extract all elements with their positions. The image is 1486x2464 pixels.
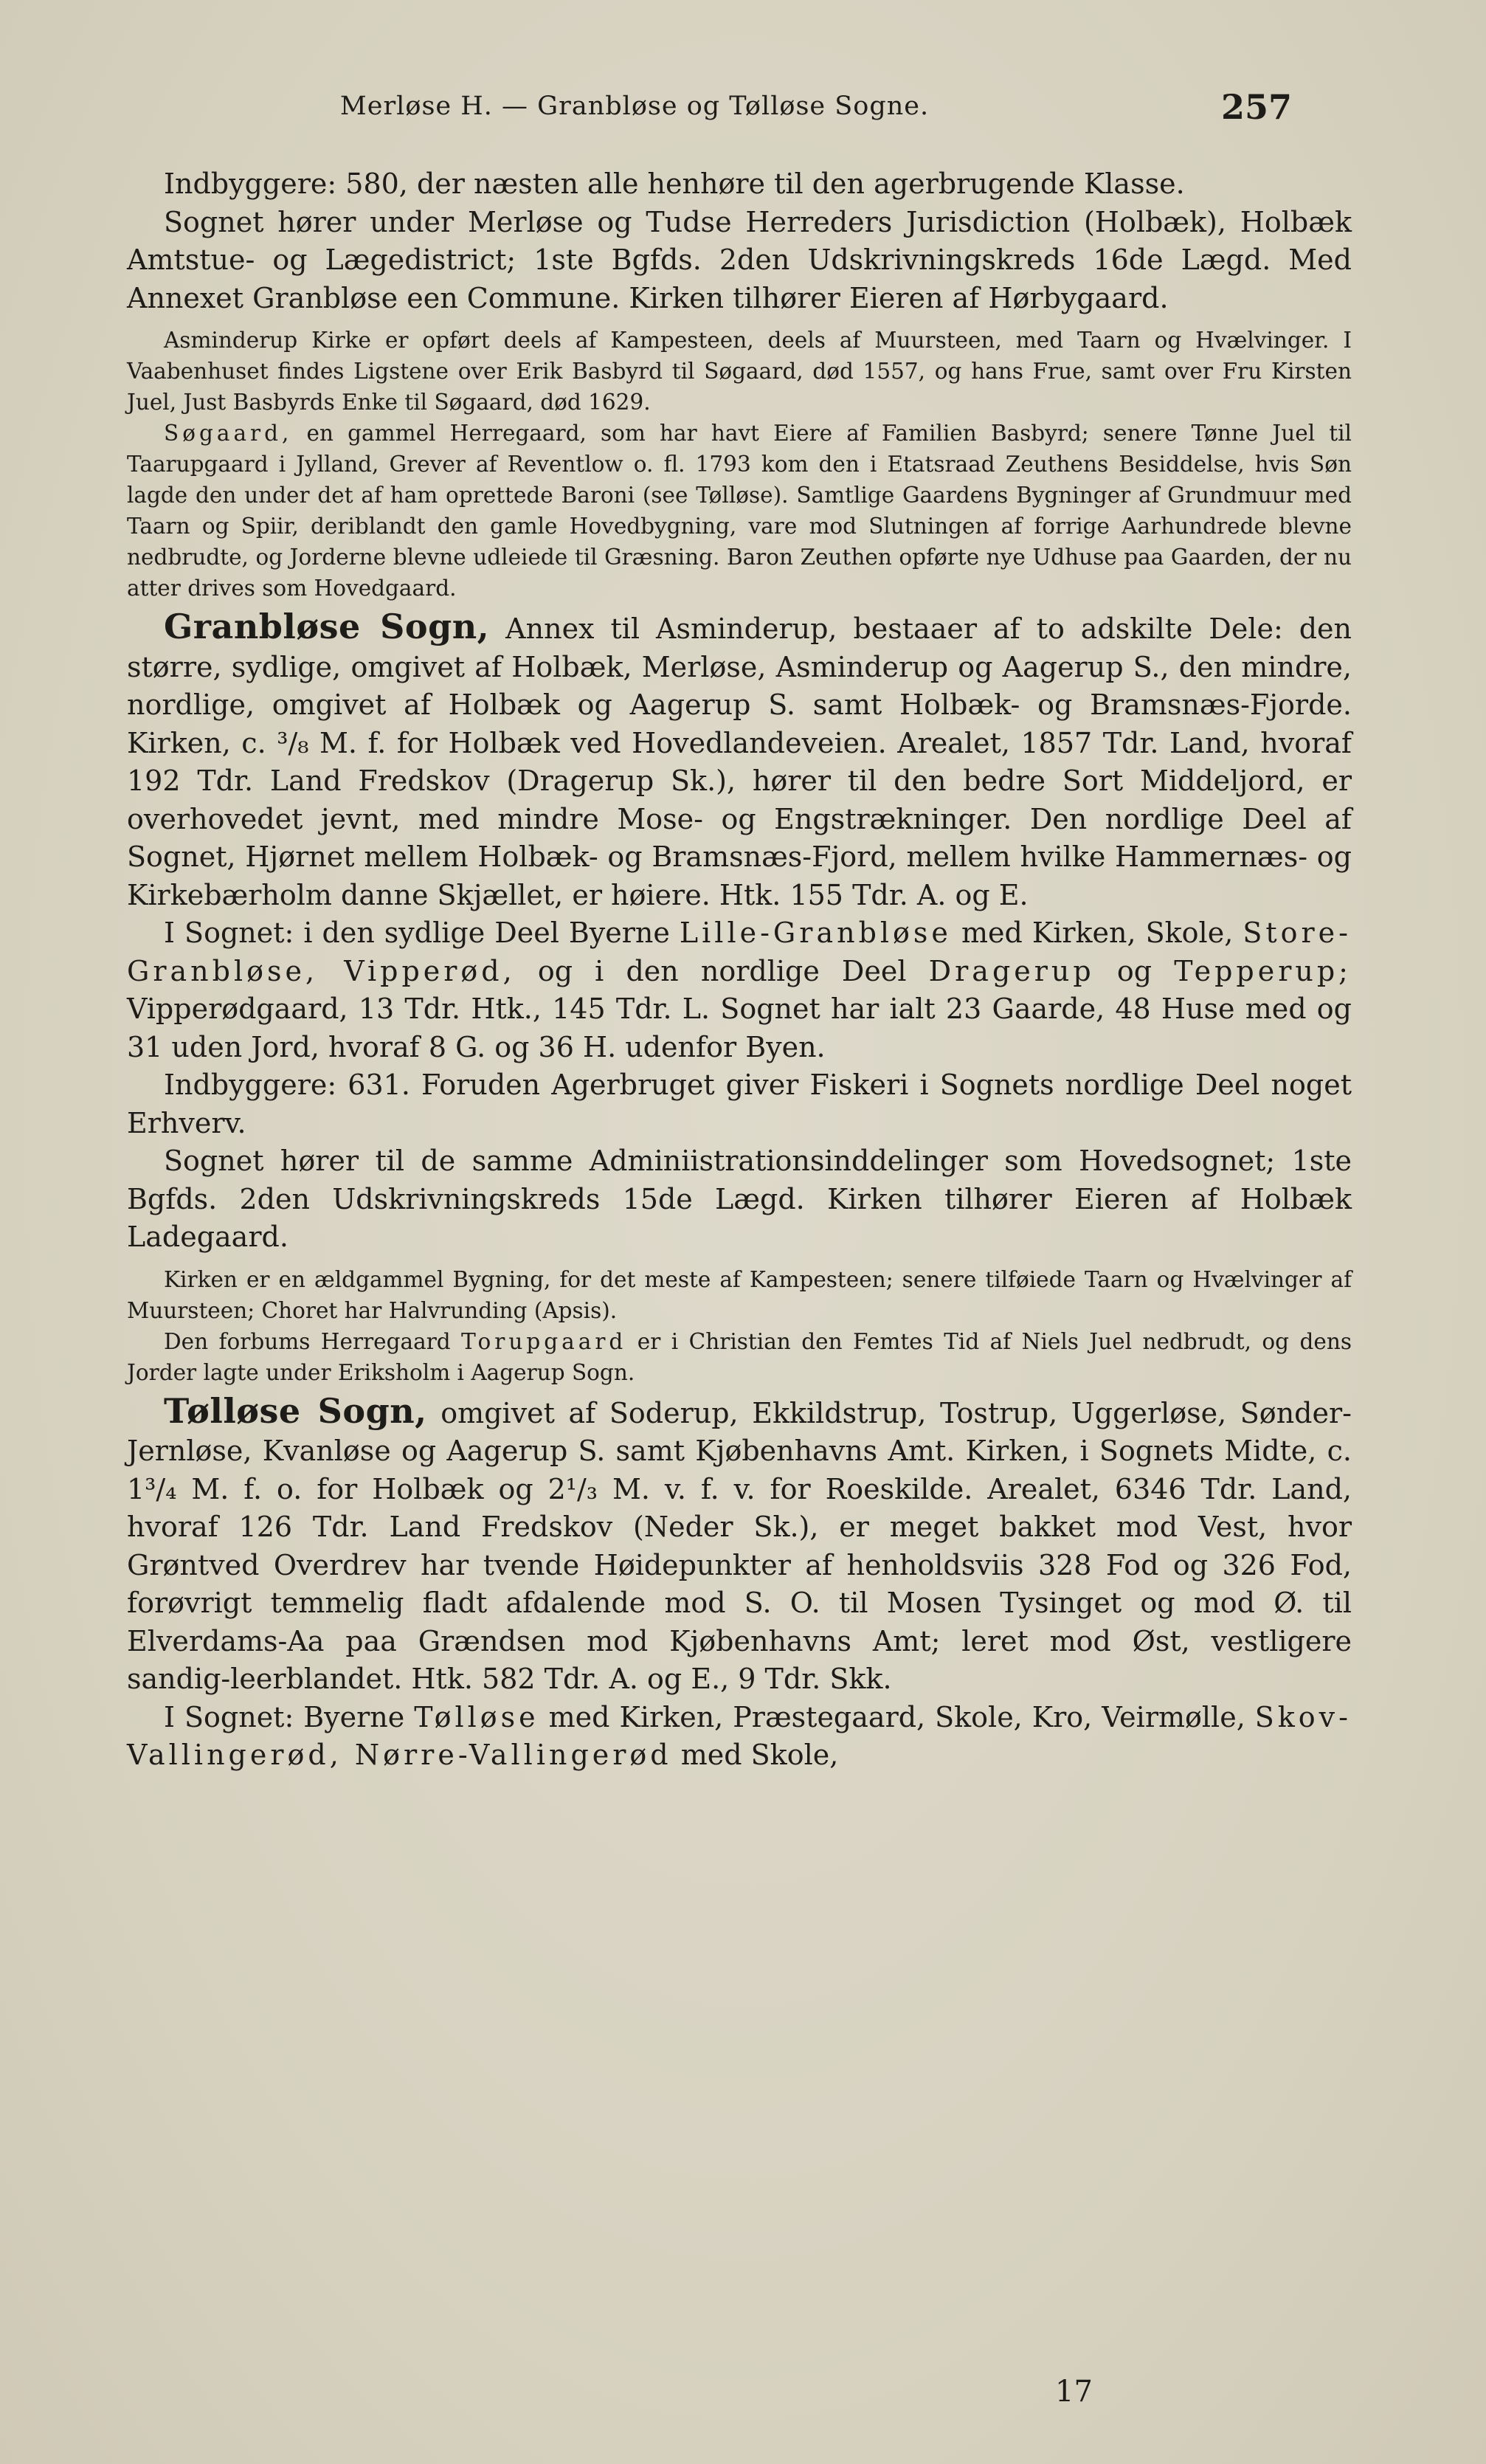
paragraph-jurisdiction-asminderup: Sognet hører under Merløse og Tudse Herreders Jurisdiction (Holbæk), Holbæk Amtstue- og Lægedistrict; 1ste Bgfds. 2den Udskrivningskreds 16de Lægd. Med Annexet Granbløse een Commune. Kirken tilhører Eieren af Hørbygaard. xyxy=(127,205,1352,314)
paragraph-toelloese-intro xyxy=(127,1390,1352,1699)
page-header xyxy=(0,87,1486,131)
toelloese-text: omgivet af Soderup, Ekkildstrup, Tostrup, Uggerløse, Sønder-Jernløse, Kvanløse og Aagerup S. samt Kjøbenhavns Amt. Kirken, i Sognets Midte, c. 1³/₄ M. f. o. for Holbæk og 2¹/₃ M. v. f. v. for Roeskilde. Arealet, 6346 Tdr. Land, hvoraf 126 Tdr. Land Fredskov (Neder Sk.), er meget bakket mod Vest, hvor Grøntved Overdrev har tvende Høidepunkter af henholdsviis 328 Fod og 326 Fod, forøvrigt temmelig fladt afdalende mod S. O. til Mosen Tysinget og mod Ø. til Elverdams-Aa paa Grændsen mod Kjøbenhavns Amt; leret mod Øst, vestligere sandig-leerblandet. Htk. 582 Tdr. A. og E., 9 Tdr. Skk. xyxy=(127,1396,1352,1695)
text-run: og xyxy=(1094,954,1175,987)
text-run: I Sognet: Byerne xyxy=(164,1700,415,1733)
soegaard-text: en gammel Herregaard, som har havt Eiere af Familien Basbyrd; senere Tønne Juel til Taarupgaard i Jylland, Grever af Reventlow o. fl. 1793 kom den i Etatsraad Zeuthens Besiddelse, hvis Søn lagde den under det af ham oprettede Baroni (see Tølløse). Samtlige Gaardens Bygninger af Grundmuur med Taarn og Spiir, deriblandt den gamle Hovedbygning, vare mod Slutningen af forrige Aarhundrede blevne nedbrudte, og Jorderne blevne udleiede til Græsning. Baron Zeuthen opførte nye Udhuse paa Gaarden, der nu atter drives som Hovedgaard. xyxy=(127,421,1352,601)
village-name: Lille-Granbløse xyxy=(679,917,952,949)
paragraph-granbloese-intro xyxy=(127,608,1352,914)
text-run: er i Christian den Femtes Tid af Niels Juel nedbrudt, og dens Jorder lagte under Eriksholm i Aagerup Sogn. xyxy=(127,1328,1352,1385)
toelloese-heading: Tølløse Sogn, xyxy=(164,1390,427,1431)
text-run: og i den nordlige Deel xyxy=(515,954,929,987)
running-title: Merløse H. — Granbløse og Tølløse Sogne. xyxy=(339,92,930,121)
estate-name: Vipperødgaard, xyxy=(127,993,348,1025)
paragraph-granbloese-population: Indbyggere: 631. Foruden Agerbruget giver Fiskeri i Sognets nordlige Deel noget Erhverv. xyxy=(127,1069,1352,1139)
village-name: Skov-Vallingerød, Nørre-Vallingerød xyxy=(127,1700,1352,1771)
note-torupgaard xyxy=(127,1326,1352,1388)
paragraph-toelloese-villages xyxy=(127,1699,1352,1775)
text-run: med Kirken, Skole, xyxy=(951,917,1243,949)
body-text xyxy=(127,165,1352,1775)
estate-name: Torupgaard xyxy=(461,1328,627,1354)
village-name: Tølløse xyxy=(414,1700,539,1733)
village-name: Store-Granbløse, Vipperød, xyxy=(127,917,1352,987)
text-run: 13 Tdr. Htk., 145 Tdr. L. Sognet har ialt 23 Gaarde, 48 Huse med og 31 uden Jord, hvoraf 8 G. og 36 H. udenfor Byen. xyxy=(127,993,1352,1063)
note-soegaard xyxy=(127,418,1352,604)
text-run: med Skole, xyxy=(671,1739,839,1771)
signature-number: 17 xyxy=(1055,2375,1093,2409)
text-run: I Sognet: i den sydlige Deel Byerne xyxy=(164,917,680,949)
soegaard-name: Søgaard, xyxy=(164,421,293,446)
paragraph-granbloese-villages xyxy=(127,914,1352,1066)
page-number: 257 xyxy=(1221,87,1293,127)
text-run: med Kirken, Præstegaard, Skole, Kro, Veirmølle, xyxy=(539,1700,1255,1733)
village-name: Tepperup; xyxy=(1174,954,1352,987)
granbloese-heading: Granbløse Sogn, xyxy=(164,607,490,646)
paragraph-granbloese-administration: Sognet hører til de samme Adminiistrationsinddelinger som Hovedsognet; 1ste Bgfds. 2den Udskrivningskreds 15de Lægd. Kirken tilhører Eieren af Holbæk Ladegaard. xyxy=(127,1145,1352,1253)
text-run: Den forbums Herregaard xyxy=(164,1328,462,1354)
paragraph-population-asminderup: Indbyggere: 580, der næsten alle henhøre til den agerbrugende Klasse. xyxy=(164,168,1185,200)
note-granbloese-church: Kirken er en ældgammel Bygning, for det meste af Kampesteen; senere tilføiede Taarn og Hvælvinger af Muursteen; Choret har Halvrunding (Apsis). xyxy=(127,1266,1352,1323)
note-asminderup-church: Asminderup Kirke er opført deels af Kampesteen, deels af Muursteen, med Taarn og Hvælvinger. I Vaabenhuset findes Ligstene over Erik Basbyrd til Søgaard, død 1557, og hans Frue, samt over Fru Kirsten Juel, Just Basbyrds Enke til Søgaard, død 1629. xyxy=(127,328,1352,415)
granbloese-text: Annex til Asminderup, bestaaer af to adskilte Dele: den større, sydlige, omgivet af Holbæk, Merløse, Asminderup og Aagerup S., den mindre, nordlige, omgivet af Holbæk og Aagerup S. samt Holbæk- og Bramsnæs-Fjorde. Kirken, c. ³/₈ M. f. for Holbæk ved Hovedlandeveien. Arealet, 1857 Tdr. Land, hvoraf 192 Tdr. Land Fredskov (Dragerup Sk.), hører til den bedre Sort Middeljord, er overhovedet jevnt, med mindre Mose- og Engstrækninger. Den nordlige Deel af Sognet, Hjørnet mellem Holbæk- og Bramsnæs-Fjord, mellem hvilke Hammernæs- og Kirkebærholm danne Skjællet, er høiere. Htk. 155 Tdr. A. og E. xyxy=(127,612,1352,911)
village-name: Dragerup xyxy=(928,954,1095,987)
